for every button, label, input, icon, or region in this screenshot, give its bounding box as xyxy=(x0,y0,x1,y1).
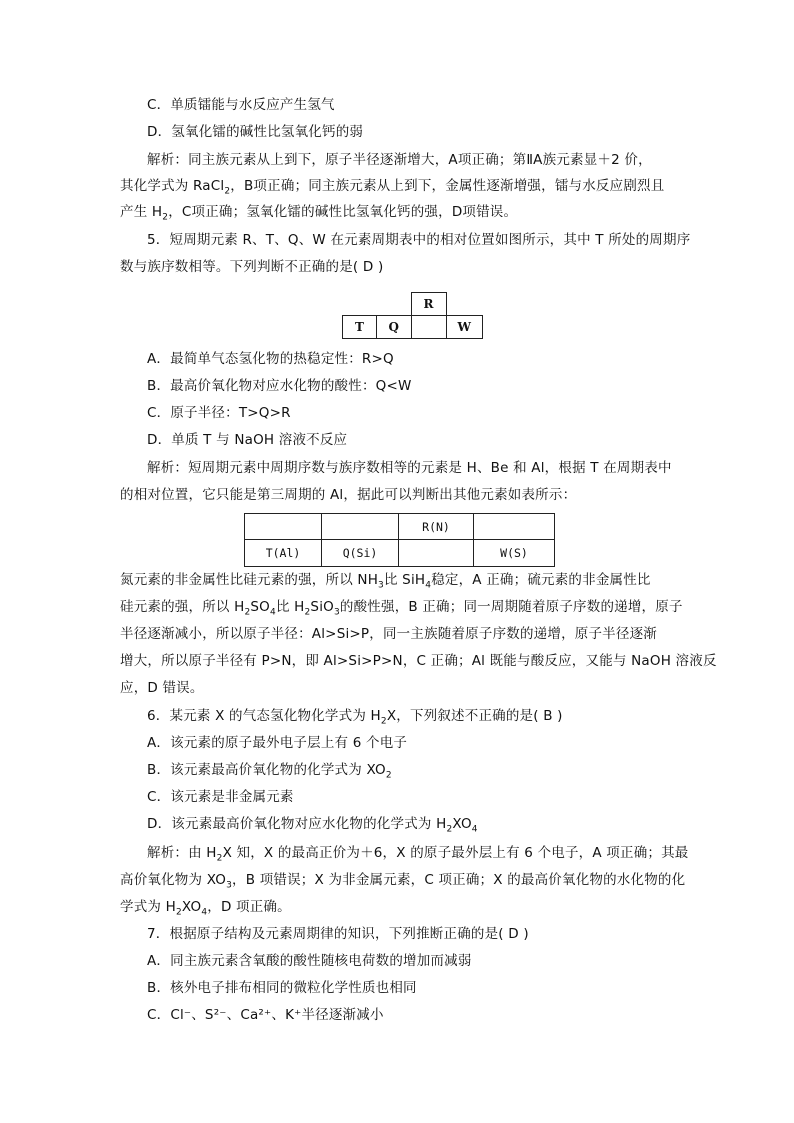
table2-cell xyxy=(474,514,555,540)
q4-option-d: D．氢氧化镭的碱性比氢氧化钙的弱 xyxy=(147,124,364,140)
q5-analysis-line-5: 半径逐渐减小，所以原子半径：Al>Si>P，同一主族随着原子序数的递增，原子半径逐渐 xyxy=(120,626,657,642)
table1-cell-q: Q xyxy=(377,316,412,339)
table2-cell xyxy=(322,514,399,540)
q5-stem-line-2: 数与族序数相等。下列判断不正确的是( D ) xyxy=(120,259,384,275)
table2-cell-w: W(S) xyxy=(474,540,555,567)
q5-analysis-line-7: 应，D 错误。 xyxy=(120,680,204,696)
q6-analysis-line-1: 解析：由 $H_2X$ 知，X 的最高正价为＋6，X 的原子最外层上有 6 个电子，A 项正确；其最 xyxy=(147,845,689,864)
q5-analysis-line-2: 的相对位置，它只能是第三周期的 Al，据此可以判断出其他元素如表所示： xyxy=(120,487,577,503)
q7-stem: 7．根据原子结构及元素周期律的知识，下列推断正确的是( D ) xyxy=(147,926,529,942)
table2-cell-r: R(N) xyxy=(399,514,474,540)
q6-stem: 6．某元素 X 的气态氢化物化学式为 $H_2X$，下列叙述不正确的是( B ) xyxy=(147,708,563,727)
element-identification-table xyxy=(244,513,555,567)
q7-option-a: A．同主族元素含氧酸的酸性随核电荷数的增加而减弱 xyxy=(147,953,472,969)
q5-option-a: A．最简单气态氢化物的热稳定性：R>Q xyxy=(147,351,394,367)
q6-option-a: A．该元素的原子最外电子层上有 6 个电子 xyxy=(147,735,408,751)
q5-stem-line-1: 5．短周期元素 R、T、Q、W 在元素周期表中的相对位置如图所示，其中 T 所处的周期序 xyxy=(147,232,691,248)
q6-option-d: D．该元素最高价氧化物对应水化物的化学式为 $H_2XO_4$ xyxy=(147,816,478,835)
q4-analysis-line-1: 解析：同主族元素从上到下，原子半径逐渐增大，A项正确；第ⅡA族元素显＋2 价， xyxy=(147,152,652,168)
q5-option-b: B．最高价氧化物对应水化物的酸性：Q<W xyxy=(147,378,412,394)
q4-option-c: C．单质镭能与水反应产生氢气 xyxy=(147,97,335,113)
table1-cell-t: T xyxy=(343,316,377,339)
q6-option-c: C．该元素是非金属元素 xyxy=(147,789,294,805)
table2-cell-t: T(Al) xyxy=(245,540,322,567)
q7-option-c: C．Cl⁻、S²⁻、Ca²⁺、K⁺半径逐渐减小 xyxy=(147,1007,384,1023)
q5-analysis-line-6: 增大，所以原子半径有 P>N，即 Al>Si>P>N，C 正确；Al 既能与酸反应，又能与 NaOH 溶液反 xyxy=(120,653,717,669)
table2-cell xyxy=(399,540,474,567)
q5-option-c: C．原子半径：T>Q>R xyxy=(147,405,291,421)
q4-analysis-line-3: 产生 $H_2$，C项正确；氢氧化镭的碱性比氢氧化钙的强，D项错误。 xyxy=(120,204,518,223)
q5-analysis-line-4: 硅元素的强，所以 $H_2SO_4$比 $H_2SiO_3$的酸性强，B 正确；同一周期随着原子序数的递增，原子 xyxy=(120,599,683,618)
table2-cell-q: Q(Si) xyxy=(322,540,399,567)
q4-analysis-line-2: 其化学式为 RaCl$_2$，B项正确；同主族元素从上到下，金属性逐渐增强，镭与水反应剧烈且 xyxy=(120,178,665,197)
q7-option-b: B．核外电子排布相同的微粒化学性质也相同 xyxy=(147,980,417,996)
q5-analysis-line-1: 解析：短周期元素中周期序数与族序数相等的元素是 H、Be 和 Al，根据 T 在周期表中 xyxy=(147,460,672,476)
table1-cell-r: R xyxy=(411,293,446,316)
periodic-position-table xyxy=(342,292,483,339)
q6-analysis-line-2: 高价氧化物为 $XO_3$，B 项错误；X 为非金属元素，C 项正确；X 的最高价氧化物的水化物的化 xyxy=(120,872,686,891)
q5-option-d: D．单质 T 与 NaOH 溶液不反应 xyxy=(147,432,348,448)
q5-analysis-line-3: 氮元素的非金属性比硅元素的强，所以 $NH_3$比 SiH$_4$稳定，A 正确；硫元素的非金属性比 xyxy=(120,572,651,591)
table2-cell xyxy=(245,514,322,540)
q6-analysis-line-3: 学式为 $H_2XO_4$，D 项正确。 xyxy=(120,899,291,918)
table1-cell-empty xyxy=(411,316,446,339)
table1-cell-w: W xyxy=(446,316,483,339)
q6-option-b: B．该元素最高价氧化物的化学式为 $XO_2$ xyxy=(147,762,392,781)
